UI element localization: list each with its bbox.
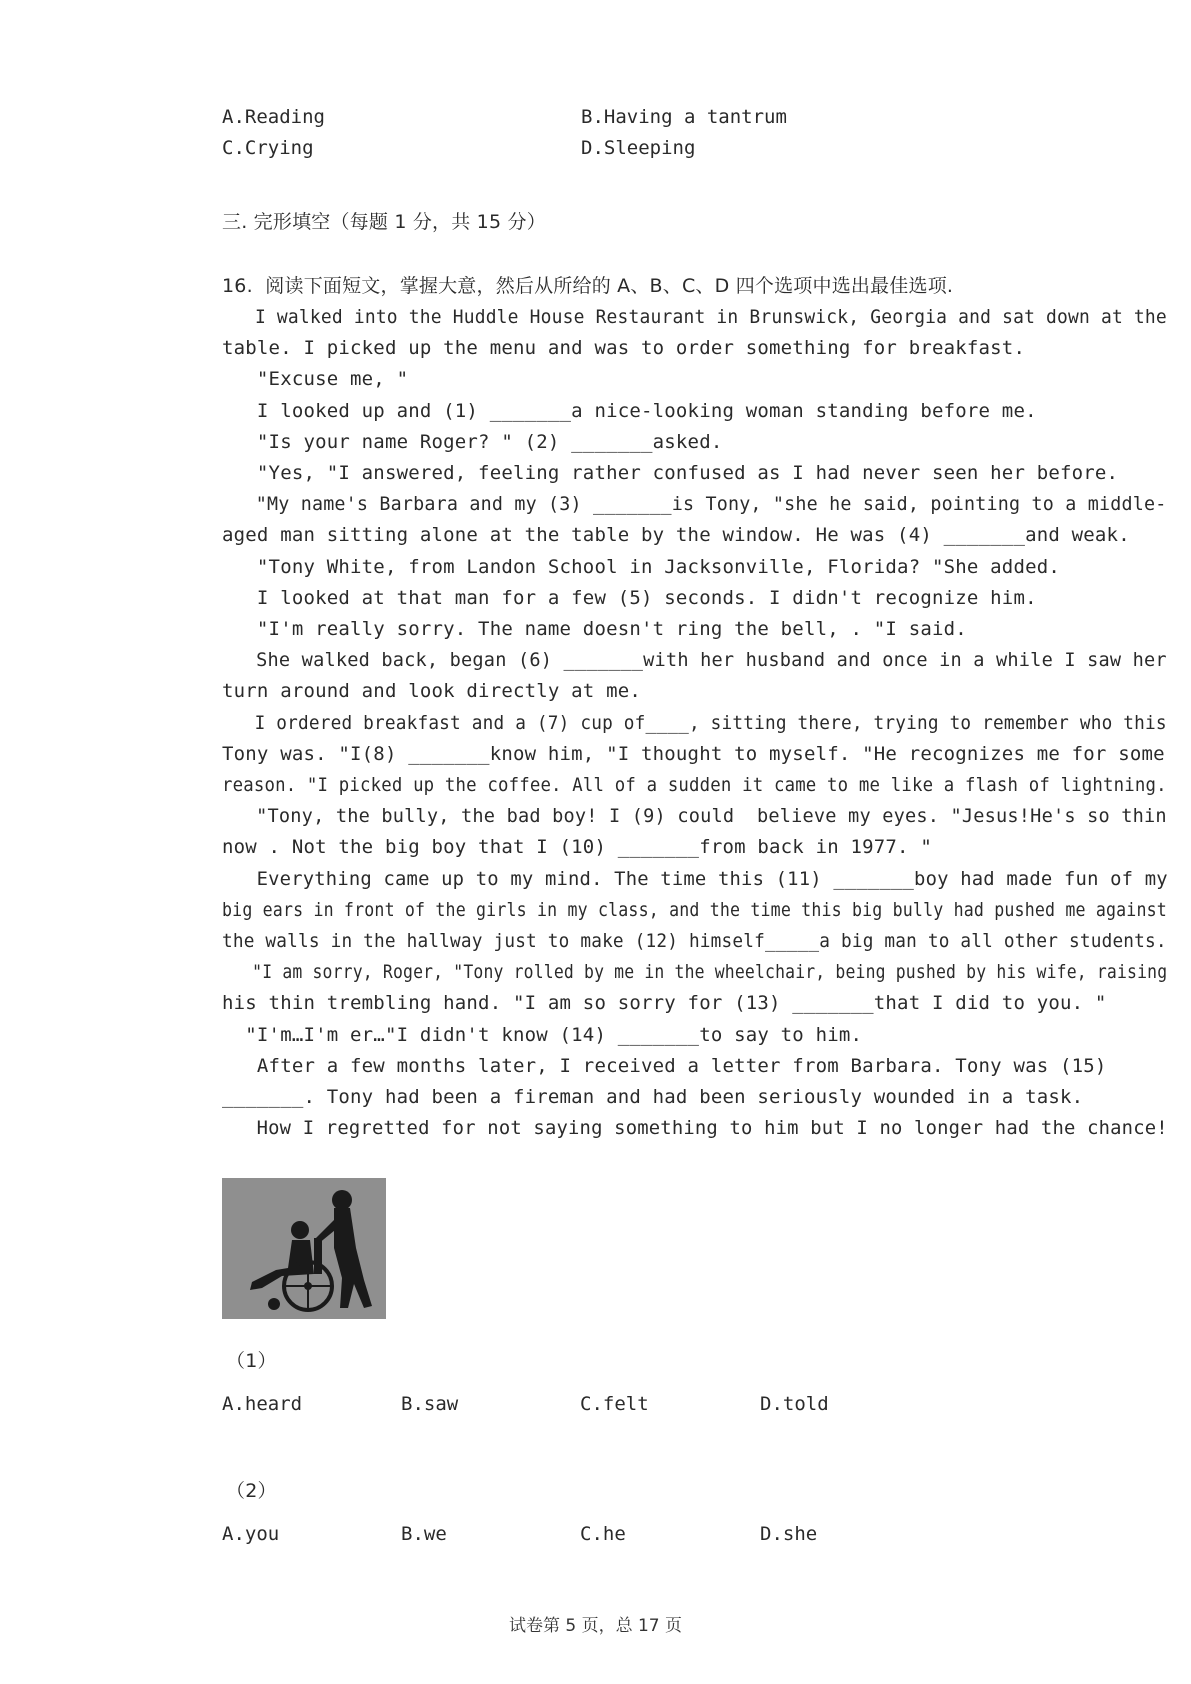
passage-line: reason. "I picked up the coffee. All of a sudden it came to me like a flash of lightning. <box>222 774 1167 796</box>
passage-line: I looked at that man for a few (5) seconds. I didn't recognize him. <box>222 587 1037 609</box>
prev-option-c: C.Crying <box>222 137 314 159</box>
q1-option-a[interactable]: A.heard <box>222 1393 303 1415</box>
q2-option-b[interactable]: B.we <box>401 1523 447 1545</box>
sub-question-1-number: （1） <box>226 1350 277 1372</box>
passage-line: "Tony White, from Landon School in Jacksonville, Florida? "She added. <box>222 556 1061 578</box>
passage-line: _______. Tony had been a fireman and had been seriously wounded in a task. <box>222 1086 1084 1108</box>
passage-line: "Yes, "I answered, feeling rather confused as I had never seen her before. <box>222 462 1119 484</box>
q1-option-b[interactable]: B.saw <box>401 1393 459 1415</box>
passage-line: "Excuse me, " <box>222 368 409 390</box>
passage-line: "Is your name Roger? " (2) _______asked. <box>222 431 723 453</box>
passage-line: I walked into the Huddle House Restaurant in Brunswick, Georgia and sat down at the <box>222 306 1167 328</box>
passage-line: table. I picked up the menu and was to order something for breakfast. <box>222 337 1026 359</box>
passage-line: the walls in the hallway just to make (12) himself_____a big man to all other students. <box>222 930 1167 952</box>
passage-line: turn around and look directly at me. <box>222 680 642 702</box>
passage-line: "I'm really sorry. The name doesn't ring the bell, . "I said. <box>222 618 967 640</box>
q1-option-d[interactable]: D.told <box>760 1393 829 1415</box>
sub-question-2-number: （2） <box>226 1480 277 1502</box>
prev-option-d: D.Sleeping <box>581 137 696 159</box>
q2-option-d[interactable]: D.she <box>760 1523 818 1545</box>
passage-line: big ears in front of the girls in my class, and the time this big bully had pushed me against <box>222 899 1167 921</box>
passage-line: his thin trembling hand. "I am so sorry for (13) _______that I did to you. " <box>222 992 1107 1014</box>
passage-line: Everything came up to my mind. The time this (11) _______boy had made fun of my <box>222 868 1168 890</box>
passage-line: Tony was. "I(8) _______know him, "I thought to myself. "He recognizes me for some <box>222 743 1165 765</box>
section-title: 三. 完形填空（每题 1 分，共 15 分） <box>222 211 546 233</box>
q2-option-a[interactable]: A.you <box>222 1523 280 1545</box>
prev-option-a: A.Reading <box>222 106 325 128</box>
question-16-instruction: 16. 阅读下面短文，掌握大意，然后从所给的 A、B、C、D 四个选项中选出最佳选项. <box>222 275 954 297</box>
q1-option-c[interactable]: C.felt <box>580 1393 649 1415</box>
passage-line: now . Not the big boy that I (10) _______from back in 1977. " <box>222 836 932 858</box>
passage-line: aged man sitting alone at the table by the window. He was (4) _______and weak. <box>222 524 1130 546</box>
passage-line: She walked back, began (6) _______with her husband and once in a while I saw her <box>222 649 1167 671</box>
passage-line: I ordered breakfast and a (7) cup of____, sitting there, trying to remember who this <box>222 712 1167 734</box>
page-footer: 试卷第 5 页，总 17 页 <box>508 1616 683 1636</box>
passage-line: "Tony, the bully, the bad boy! I (9) could believe my eyes. "Jesus!He's so thin <box>222 805 1167 827</box>
passage-line: I looked up and (1) _______a nice-looking woman standing before me. <box>222 400 1037 422</box>
prev-option-b: B.Having a tantrum <box>581 106 787 128</box>
passage-line: After a few months later, I received a letter from Barbara. Tony was (15) <box>222 1055 1107 1077</box>
q2-option-c[interactable]: C.he <box>580 1523 626 1545</box>
passage-line: "I'm…I'm er…"I didn't know (14) _______to say to him. <box>222 1024 863 1046</box>
passage-line: "I am sorry, Roger, "Tony rolled by me in the wheelchair, being pushed by his wife, raising <box>222 961 1168 983</box>
wheelchair-figure-image <box>222 1178 386 1319</box>
passage-line: How I regretted for not saying something to him but I no longer had the chance! <box>222 1117 1168 1139</box>
wheelchair-silhouette-icon <box>222 1178 386 1319</box>
passage-line: "My name's Barbara and my (3) _______is Tony, "she he said, pointing to a middle- <box>222 493 1167 515</box>
